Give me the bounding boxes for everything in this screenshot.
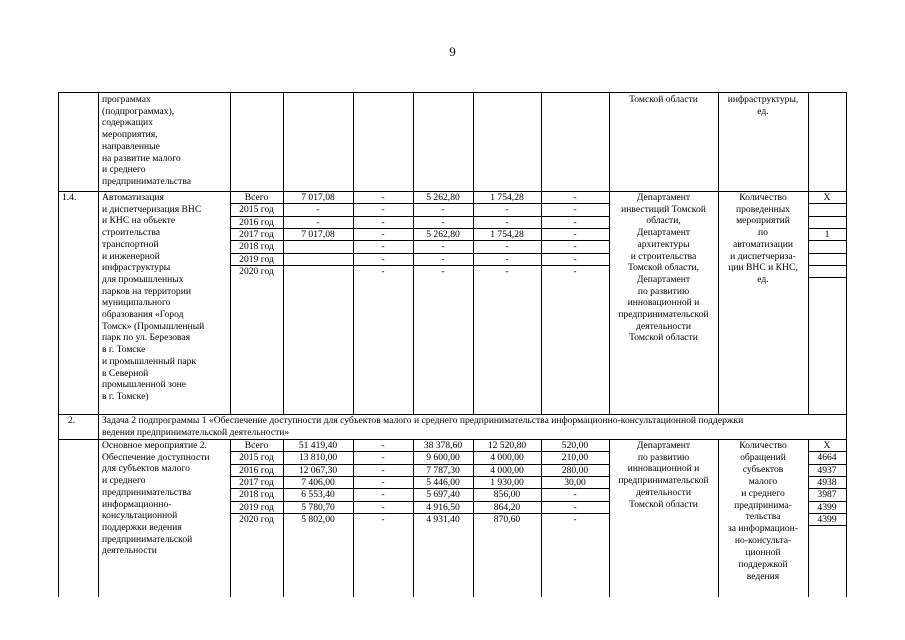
main-event-indicator-line: малого <box>748 475 778 487</box>
amount-cell: - <box>573 489 577 501</box>
main-event-indicator-line: Количество <box>739 440 787 451</box>
row-1-4-executor-line: деятельности <box>636 320 691 332</box>
indicator-value-cell: 4664 <box>817 452 837 464</box>
amount-cell: 4 000,00 <box>490 464 524 476</box>
amount-cell: - <box>441 265 445 277</box>
top-block-name-line: предпринимательства <box>102 175 192 187</box>
year-cell: 2016 год <box>239 216 274 228</box>
main-event-executor-line: Департамент <box>636 440 691 451</box>
amount-cell: - <box>573 265 577 277</box>
row-1-4-executor-line: и строительства <box>630 250 697 262</box>
row-1-4-indicator-line: ед. <box>757 273 769 285</box>
row-1-4-name-line: и КНС на объекте <box>102 215 176 227</box>
amount-cell: - <box>505 265 509 277</box>
amount-cell: 856,00 <box>493 489 521 501</box>
main-event-name-line: предпринимательства <box>102 486 192 498</box>
year-cell: 2015 год <box>239 204 274 216</box>
amount-cell: - <box>381 241 385 253</box>
amount-cell: 38 378,60 <box>423 440 463 451</box>
table-vline <box>98 414 99 597</box>
row-1-4-executor-line: инвестиций Томской <box>621 203 706 215</box>
main-event-executor-line: предпринимательской <box>618 475 709 487</box>
row-1-4-executor-line: области, <box>646 215 681 227</box>
amount-cell: 5 697,40 <box>426 489 460 501</box>
top-block-name-line: направленные <box>102 140 160 152</box>
main-event-name-line: деятельности <box>102 545 157 557</box>
row-1-4-name-line: муниципального <box>102 297 171 309</box>
row-1-4-indicator-line: ции ВНС и КНС, <box>728 262 798 274</box>
amount-cell: - <box>381 452 385 464</box>
indicator-value-cell: 4937 <box>817 464 837 476</box>
row-1-4-name-line: строительства <box>102 227 161 239</box>
amount-cell: 9 600,00 <box>426 452 460 464</box>
amount-cell: 5 262,80 <box>426 192 460 203</box>
amount-cell: 4 000,00 <box>490 452 524 464</box>
row-1-4-executor-line: Томской области, <box>627 262 700 274</box>
amount-cell: - <box>381 501 385 513</box>
amount-cell: 5 262,80 <box>426 228 460 240</box>
amount-cell: - <box>573 216 577 228</box>
amount-cell: - <box>381 228 385 240</box>
main-event-indicator-line: субъектов <box>742 463 784 475</box>
main-event-indicator-line: обращений <box>740 451 786 463</box>
year-cell: 2018 год <box>239 241 274 253</box>
main-event-indicator-line: но-консульта- <box>734 535 792 547</box>
amount-cell: 7 406,00 <box>301 476 335 488</box>
amount-cell: - <box>573 253 577 265</box>
amount-cell: 12 067,30 <box>298 464 338 476</box>
main-event-name-line: информационно- <box>102 498 172 510</box>
main-event-name-line: для субъектов малого <box>102 463 190 475</box>
main-event-indicator-line: поддержкой <box>738 559 788 570</box>
row-1-4-indicator-line: автоматизации <box>732 238 794 250</box>
amount-cell: 210,00 <box>561 452 589 464</box>
amount-cell: 4 931,40 <box>426 513 460 525</box>
amount-cell: - <box>441 253 445 265</box>
task-title-line: Задача 2 подпрограммы 1 «Обеспечение доступности для субъектов малого и среднего предпринимательства информационно-консультационной поддержки <box>102 415 744 426</box>
amount-cell: 12 520,80 <box>487 440 527 451</box>
amount-cell: - <box>505 253 509 265</box>
table-row-line <box>808 277 847 278</box>
amount-cell: 280,00 <box>561 464 589 476</box>
indicator-value-cell: 4938 <box>817 476 837 488</box>
amount-cell: 4 916,50 <box>426 501 460 513</box>
amount-cell: - <box>381 192 385 203</box>
main-event-name-line: поддержки ведения <box>102 521 182 533</box>
row-1-4-executor-line: Департамент <box>636 227 691 239</box>
amount-cell: 7 017,08 <box>301 228 335 240</box>
main-event-name-line: Основное мероприятие 2. <box>102 440 207 451</box>
amount-cell: - <box>441 241 445 253</box>
main-event-indicator-line: ционной <box>745 547 781 559</box>
row-1-4-name-line: и инженерной <box>102 250 160 262</box>
row-1-4-name-line: образования «Город <box>102 309 184 320</box>
row-1-4-executor-line: по развитию <box>637 285 690 297</box>
top-block-executor-line: Томской области <box>629 94 698 105</box>
top-block-name-line: мероприятия, <box>102 129 158 141</box>
row-1-4-executor-line: Департамент <box>636 192 691 203</box>
amount-cell: 30,00 <box>564 476 586 488</box>
row-1-4-indicator-line: и диспетчериза- <box>730 250 796 262</box>
main-event-name-line: и среднего <box>102 475 146 487</box>
amount-cell: - <box>381 489 385 501</box>
row-1-4-executor-line: инновационной и <box>627 297 700 309</box>
row-1-4-indicator-line: мероприятий <box>736 215 790 227</box>
amount-cell: - <box>573 501 577 513</box>
row-number: 1.4. <box>62 192 77 203</box>
table-right-border <box>846 92 847 597</box>
main-event-indicator-line: и среднего <box>741 487 785 499</box>
amount-cell: 1 754,28 <box>490 228 524 240</box>
amount-cell: - <box>381 476 385 488</box>
amount-cell: - <box>573 241 577 253</box>
task-number: 2. <box>68 415 76 426</box>
row-1-4-name-line: инфраструктуры <box>102 262 171 274</box>
table-row-line <box>808 216 847 217</box>
table-row-line <box>808 265 847 266</box>
amount-cell: 520,00 <box>561 440 589 451</box>
amount-cell: 1 754,28 <box>490 192 524 203</box>
amount-cell: 6 553,40 <box>301 489 335 501</box>
row-1-4-executor-line: архитектуры <box>637 238 690 250</box>
indicator-value-cell: 3987 <box>817 489 837 501</box>
top-block-name-line: (подпрограммах), <box>102 105 175 117</box>
row-1-4-name-line: в г. Томске <box>102 344 146 356</box>
row-1-4-name-line: промышленной зоне <box>102 379 187 391</box>
year-cell: 2019 год <box>239 501 274 513</box>
main-event-name-line: консультационной <box>102 510 178 522</box>
main-event-executor-line: деятельности <box>636 486 691 498</box>
top-block-name-line: содержащих <box>102 117 153 129</box>
main-event-name-line: предпринимательской <box>102 533 193 545</box>
main-event-executor-line: инновационной и <box>627 463 700 475</box>
year-cell: 2020 год <box>239 513 274 525</box>
year-cell: 2017 год <box>239 476 274 488</box>
amount-cell: - <box>505 204 509 216</box>
row-1-4-name-line: транспортной <box>102 238 159 250</box>
main-event-name-line: Обеспечение доступности <box>102 451 210 463</box>
amount-cell: - <box>381 216 385 228</box>
amount-cell: - <box>505 241 509 253</box>
amount-cell: - <box>381 464 385 476</box>
row-1-4-name-line: в г. Томске) <box>102 390 149 402</box>
amount-cell: - <box>573 513 577 525</box>
year-cell: 2015 год <box>239 452 274 464</box>
row-1-4-name-line: и промышленный парк <box>102 355 197 367</box>
row-1-4-name-line: для промышленных <box>102 273 184 285</box>
top-block-indicator-line: ед. <box>757 105 769 117</box>
amount-cell: - <box>381 513 385 525</box>
amount-cell: - <box>441 204 445 216</box>
amount-cell: 13 810,00 <box>298 452 338 464</box>
row-1-4-executor-line: предпринимательской <box>618 309 709 320</box>
main-event-indicator-line: за информацион- <box>727 523 799 535</box>
year-cell: 2017 год <box>239 228 274 240</box>
year-cell: Всего <box>244 192 269 203</box>
year-cell: 2018 год <box>239 489 274 501</box>
row-1-4-indicator-line: Количество <box>739 192 787 203</box>
row-1-4-name-line: парков на территории <box>102 285 191 297</box>
amount-cell: 7 787,30 <box>426 464 460 476</box>
amount-cell: - <box>381 265 385 277</box>
row-1-4-indicator-line: по <box>758 227 768 239</box>
indicator-value-cell: Х <box>823 440 831 451</box>
top-block-name-line: программах <box>102 94 151 105</box>
amount-cell: - <box>381 204 385 216</box>
main-event-indicator-line: тельства <box>745 511 781 523</box>
main-event-indicator-line: ведения <box>746 570 780 582</box>
row-1-4-name-line: парк по ул. Березовая <box>102 332 191 344</box>
indicator-value-cell: Х <box>823 192 831 203</box>
row-1-4-executor-line: Департамент <box>636 273 691 285</box>
main-event-indicator-line: предпринима- <box>734 499 792 511</box>
year-cell: 2020 год <box>239 265 274 277</box>
row-1-4-name-line: и диспетчеризация ВНС <box>102 203 202 215</box>
amount-cell: 5 446,00 <box>426 476 460 488</box>
table-top-border <box>58 92 847 93</box>
task-title-line: ведения предпринимательской деятельности» <box>102 426 290 438</box>
row-1-4-indicator-line: проведенных <box>736 203 790 215</box>
indicator-value-cell: 4399 <box>817 501 837 513</box>
amount-cell: 870,60 <box>493 513 521 525</box>
indicator-value-cell: 4399 <box>817 513 837 525</box>
amount-cell: 5 780,70 <box>301 501 335 513</box>
top-block-indicator-line: инфраструктуры, <box>727 94 799 105</box>
amount-cell: - <box>316 204 320 216</box>
amount-cell: - <box>316 216 320 228</box>
row-1-4-name-line: Автоматизация <box>102 192 164 203</box>
amount-cell: - <box>573 204 577 216</box>
year-cell: 2019 год <box>239 253 274 265</box>
year-cell: Всего <box>244 440 269 451</box>
indicator-value-cell: 1 <box>824 228 830 240</box>
amount-cell: - <box>381 440 385 451</box>
amount-cell: - <box>441 216 445 228</box>
page-number: 9 <box>449 44 456 59</box>
top-block-name-line: и среднего <box>102 164 146 176</box>
main-event-executor-line: по развитию <box>637 451 690 463</box>
amount-cell: 7 017,08 <box>301 192 335 203</box>
amount-cell: 864,20 <box>493 501 521 513</box>
amount-cell: - <box>505 216 509 228</box>
amount-cell: 1 930,00 <box>490 476 524 488</box>
row-1-4-name-line: в Северной <box>102 367 149 379</box>
year-cell: 2016 год <box>239 464 274 476</box>
table-left-border <box>58 92 59 597</box>
row-1-4-name-line: Томск» (Промышленный <box>102 320 205 332</box>
amount-cell: - <box>573 192 577 203</box>
amount-cell: - <box>573 228 577 240</box>
table-vline <box>98 92 99 415</box>
top-block-name-line: на развитие малого <box>102 152 181 164</box>
amount-cell: 5 802,00 <box>301 513 335 525</box>
main-event-executor-line: Томской области <box>629 498 698 510</box>
amount-cell: 51 419,40 <box>298 440 338 451</box>
amount-cell: - <box>381 253 385 265</box>
row-1-4-executor-line: Томской области <box>629 332 698 344</box>
table-row-line <box>808 253 847 254</box>
